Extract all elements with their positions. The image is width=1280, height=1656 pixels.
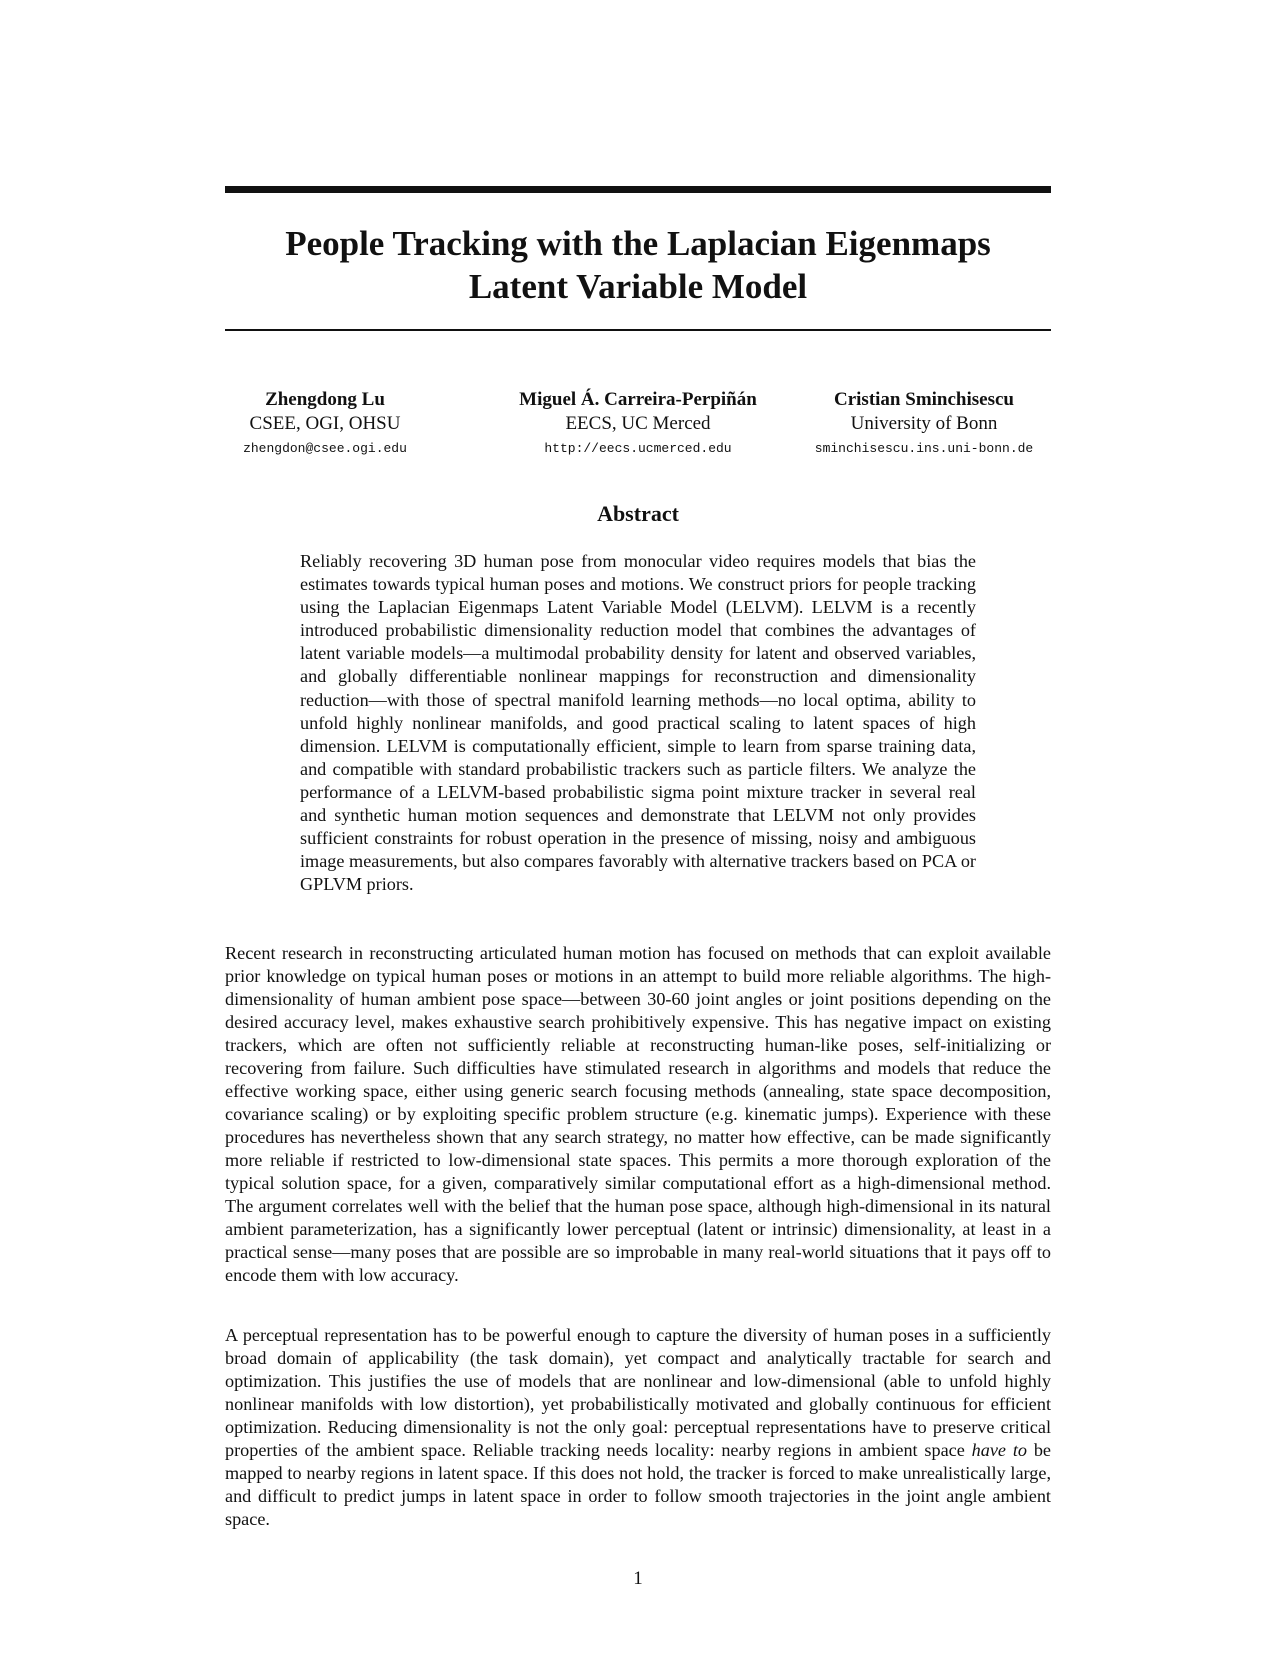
- author-block: [225, 388, 1051, 460]
- title-top-rule: [225, 186, 1051, 193]
- author-3: [784, 388, 1064, 461]
- body-paragraph-2-part-2: be mapped to nearby regions in latent space. If this does not hold, the tracker is forced to make unrealistically large, and difficult to predict jumps in latent space in order to follow smooth trajectories in the joint angle ambient space.: [225, 1440, 1052, 1529]
- author-1: [185, 388, 465, 461]
- body-paragraph-2-part-1: A perceptual representation has to be powerful enough to capture the diversity of human poses in a sufficiently broad domain of applicability (the task domain), yet compact and analytically tractable for search and optimization. This justifies the use of models that are nonlinear and low-dimensional (able to unfold highly nonlinear manifolds with low distortion), yet probabilistically motivated and globally continuous for efficient optimization. Reducing dimensionality is not the only goal: perceptual representations have to preserve critical properties of the ambient space. Reliable tracking needs locality: nearby regions in ambient space: [225, 1325, 1051, 1460]
- author-name: Zhengdong Lu: [265, 389, 385, 410]
- paper-title: [225, 222, 1051, 308]
- body-paragraph-2-emphasis: have to: [971, 1440, 1027, 1460]
- page-number: 1: [633, 1568, 643, 1589]
- author-name: Cristian Sminchisescu: [834, 389, 1014, 410]
- author-2: [498, 388, 778, 461]
- title-line-1: People Tracking with the Laplacian Eigenmaps: [285, 224, 991, 263]
- title-line-2: Latent Variable Model: [468, 267, 808, 306]
- author-name: Miguel Á. Carreira-Perpiñán: [519, 389, 757, 410]
- abstract-heading: Abstract: [597, 501, 679, 526]
- abstract-text: Reliably recovering 3D human pose from monocular video requires models that bias the estimates towards typical human poses and motions. We construct priors for people tracking using the Laplacian Eigenmaps Latent Variable Model (LELVM). LELVM is a recently introduced probabilistic dimensionality reduction model that combines the advantages of latent variable models—a multimodal probability density for latent and observed variables, and globally differentiable nonlinear mappings for reconstruction and dimensionality reduction—with those of spectral manifold learning methods—no local optima, ability to unfold highly nonlinear manifolds, and good practical scaling to latent spaces of high dimension. LELVM is computationally efficient, simple to learn from sparse training data, and compatible with standard probabilistic trackers such as particle filters. We analyze the performance of a LELVM-based probabilistic sigma point mixture tracker in several real and synthetic human motion sequences and demonstrate that LELVM not only provides sufficient constraints for robust operation in the presence of missing, noisy and ambiguous image measurements, but also compares favorably with alternative trackers based on PCA or GPLVM priors.: [300, 551, 976, 895]
- body-paragraph-1: Recent research in reconstructing articulated human motion has focused on methods that can exploit available prior knowledge on typical human poses or motions in an attempt to build more reliable algorithms. The high-dimensionality of human ambient pose space—between 30-60 joint angles or joint positions depending on the desired accuracy level, makes exhaustive search prohibitively expensive. This has negative impact on existing trackers, which are often not sufficiently reliable at reconstructing human-like poses, self-initializing or recovering from failure. Such difficulties have stimulated research in algorithms and models that reduce the effective working space, either using generic search focusing methods (annealing, state space decomposition, covariance scaling) or by exploiting specific problem structure (e.g. kinematic jumps). Experience with these procedures has nevertheless shown that any search strategy, no matter how effective, can be made significantly more reliable if restricted to low-dimensional state spaces. This permits a more thorough exploration of the typical solution space, for a given, comparatively similar computational effort as a high-dimensional method. The argument correlates well with the belief that the human pose space, although high-dimensional in its natural ambient parameterization, has a significantly lower perceptual (latent or intrinsic) dimensionality, at least in a practical sense—many poses that are possible are so improbable in many real-world situations that it pays off to encode them with low accuracy.: [225, 943, 1051, 1285]
- author-affiliation: University of Bonn: [850, 413, 998, 434]
- author-affiliation: CSEE, OGI, OHSU: [249, 413, 401, 434]
- author-url: http://eecs.ucmerced.edu: [544, 441, 732, 456]
- body-paragraph-2: [225, 1324, 1051, 1531]
- author-email: zhengdon@csee.ogi.edu: [243, 441, 407, 456]
- author-affiliation: EECS, UC Merced: [565, 413, 711, 434]
- title-bottom-rule: [225, 329, 1051, 331]
- author-email: sminchisescu.ins.uni-bonn.de: [814, 441, 1034, 456]
